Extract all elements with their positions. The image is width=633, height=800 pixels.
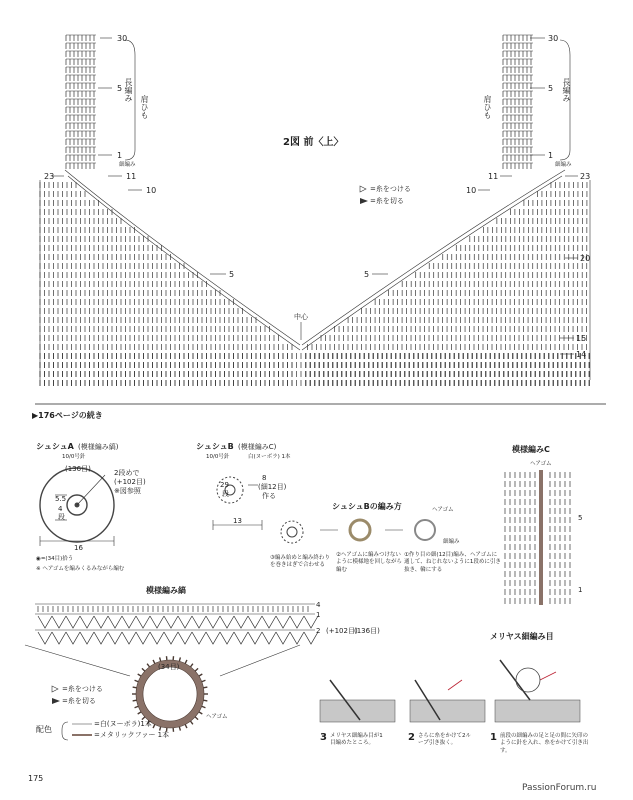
stockinette-step-1-num: 1: [490, 732, 497, 743]
right-strap-label: 肩ひも: [483, 95, 492, 119]
stockinette-step-2-num: 2: [408, 732, 415, 743]
color-item-1: =白(ヌーボラ)1本: [94, 720, 152, 728]
front-upper-diagram: [40, 35, 590, 386]
continued-header: ▶176ページの続き: [32, 411, 103, 420]
watermark: PassionForum.ru: [522, 783, 597, 793]
scrunchie-b-step-2: ②ヘアゴムに編みつけないように模様地を回しながら編む: [336, 552, 403, 573]
row-mark-right-14: 14: [576, 350, 587, 359]
pattern-c-hair-tie: ヘアゴム: [530, 461, 552, 467]
scrunchie-b-yarn: 白(ヌーボラ) 1本: [248, 454, 291, 460]
row-mark-right-15: 15: [576, 334, 587, 343]
legend-cut: =糸を切る: [370, 197, 404, 205]
left-dc-label: 長編み: [124, 78, 133, 102]
row-mark-left-10: 10: [146, 186, 157, 195]
scrunchie-a-note-102: (+102目): [114, 478, 146, 486]
scrunchie-a-title: シュシュA: [36, 442, 74, 451]
pattern-c-title: 模様編みC: [512, 445, 550, 454]
scrunchie-a-rows-4: 4: [58, 505, 63, 513]
v-neck-edge: [40, 170, 590, 380]
row-mark-left-5b: 5: [229, 270, 235, 279]
scrunchie-b-rows: 29: [220, 481, 229, 489]
stripe-count: (+102目): [326, 627, 358, 635]
stripe-count-total: (136目): [354, 627, 380, 635]
scrunchie-b-note-8: 8: [262, 474, 267, 482]
scrunchie-b-step-1: ①作り目の細(12目)編み、ヘアゴムに通して、ねじれないように1段めに引き抜き、輪にする: [404, 552, 501, 573]
legend-attach: =糸をつける: [370, 185, 411, 193]
scrunchie-a-needle: 10/0号針: [62, 454, 86, 460]
stripe-legend-cut: =糸を切る: [62, 697, 96, 705]
scrunchie-a-dim-55: 5.5: [55, 495, 67, 503]
page-number: 175: [28, 774, 44, 783]
row-mark-left-30: 30: [117, 34, 128, 43]
row-mark-left-23: 23: [44, 172, 55, 181]
scrunchie-a-footnote-1: ◉=(34目)拾う: [36, 556, 74, 562]
stockinette-step-2: さらに糸をかけて2ループ引き抜く。: [418, 733, 471, 747]
row-mark-left-1: 1: [117, 151, 123, 160]
scrunchie-b-title: シュシュB: [196, 442, 234, 451]
stripe-pattern-title: 模様編み縞: [146, 586, 186, 595]
scrunchie-b-note-12: (細12目): [258, 483, 287, 491]
stockinette-step-3: メリヤス細編み目が1目編めたところ。: [330, 733, 383, 747]
left-sc-label: 細編み: [119, 162, 136, 168]
stripe-row-1: 1: [316, 611, 321, 619]
stockinette-illustrations: [320, 660, 580, 722]
scrunchie-b-subtitle: (模様編みC): [238, 443, 277, 451]
scrunchie-a-footnote-2: ※ ヘアゴムを編みくるみながら編む: [36, 566, 125, 572]
row-mark-right-5b: 5: [364, 270, 370, 279]
row-mark-right-10: 10: [466, 186, 477, 195]
scrunchie-b-howto-title: シュシュBの編み方: [332, 502, 402, 511]
scrunchie-a-width: 16: [74, 544, 83, 552]
scrunchie-a-subtitle: (模様編み縞): [78, 443, 119, 451]
stripe-row-2: 2: [316, 627, 321, 635]
stockinette-step-1: 前段の細編みの足と足の間に矢印の ように針を入れ、糸をかけて引き出す。: [500, 733, 589, 754]
scrunchie-a-rows-dan: 段: [58, 513, 65, 521]
scrunchie-b-needle: 10/0号針: [206, 454, 230, 460]
diagram-2-title: 2図 前〈上〉: [283, 137, 344, 148]
left-strap-label: 肩ひも: [140, 95, 149, 119]
stockinette-step-3-num: 3: [320, 732, 327, 743]
scrunchie-b-rows-unit: 段: [222, 490, 229, 498]
stripe-inner-count: (34目): [158, 663, 180, 671]
scrunchie-a-note-ref: ※図参照: [114, 487, 141, 495]
continued-header-text: 176ページの続き: [38, 411, 103, 420]
scrunchie-a-note-round2: 2段めで: [114, 469, 140, 477]
right-strap: [503, 35, 533, 169]
stripe-legend-attach: =糸をつける: [62, 685, 103, 693]
row-mark-right-30: 30: [548, 34, 559, 43]
scrunchie-b-width: 13: [233, 517, 242, 525]
right-sc-label: 細編み: [555, 162, 572, 168]
scrunchie-a-footnote-1-text: =(34目)拾う: [40, 556, 74, 562]
center-label: 中心: [294, 313, 308, 321]
left-strap: [66, 35, 96, 169]
scrunchie-b-note-make: 作る: [262, 492, 276, 500]
color-item-2: =メタリックファー 1本: [94, 731, 170, 739]
row-mark-right-20: 20: [580, 254, 591, 263]
stripe-row-4: 4: [316, 601, 321, 609]
pattern-c-diagram: [505, 470, 570, 605]
stockinette-title: メリヤス細編み目: [490, 632, 554, 641]
scrunchie-a-diagram: [40, 465, 114, 546]
scrunchie-b-hair-tie: ヘアゴム: [432, 507, 454, 513]
row-mark-right-23: 23: [580, 172, 591, 181]
body-stitch-rows: [40, 182, 590, 386]
pattern-c-row-1: 1: [578, 586, 583, 594]
pattern-c-row-5: 5: [578, 514, 583, 522]
scrunchie-a-count-top: (136目): [65, 465, 91, 473]
row-mark-right-5: 5: [548, 84, 554, 93]
color-bracket: [62, 722, 68, 740]
row-mark-left-5: 5: [117, 84, 123, 93]
stripe-hair-tie: ヘアゴム: [206, 714, 228, 720]
row-mark-right-11: 11: [488, 172, 499, 181]
scrunchie-b-sc-label: 細編み: [443, 539, 460, 545]
scrunchie-b-step-3: ③編み始めと編み終わりを巻きはぎで合わせる: [270, 555, 330, 569]
color-title: 配色: [36, 725, 52, 734]
right-dc-label: 長編み: [562, 78, 571, 102]
row-mark-right-1: 1: [548, 151, 554, 160]
row-mark-left-11: 11: [126, 172, 137, 181]
